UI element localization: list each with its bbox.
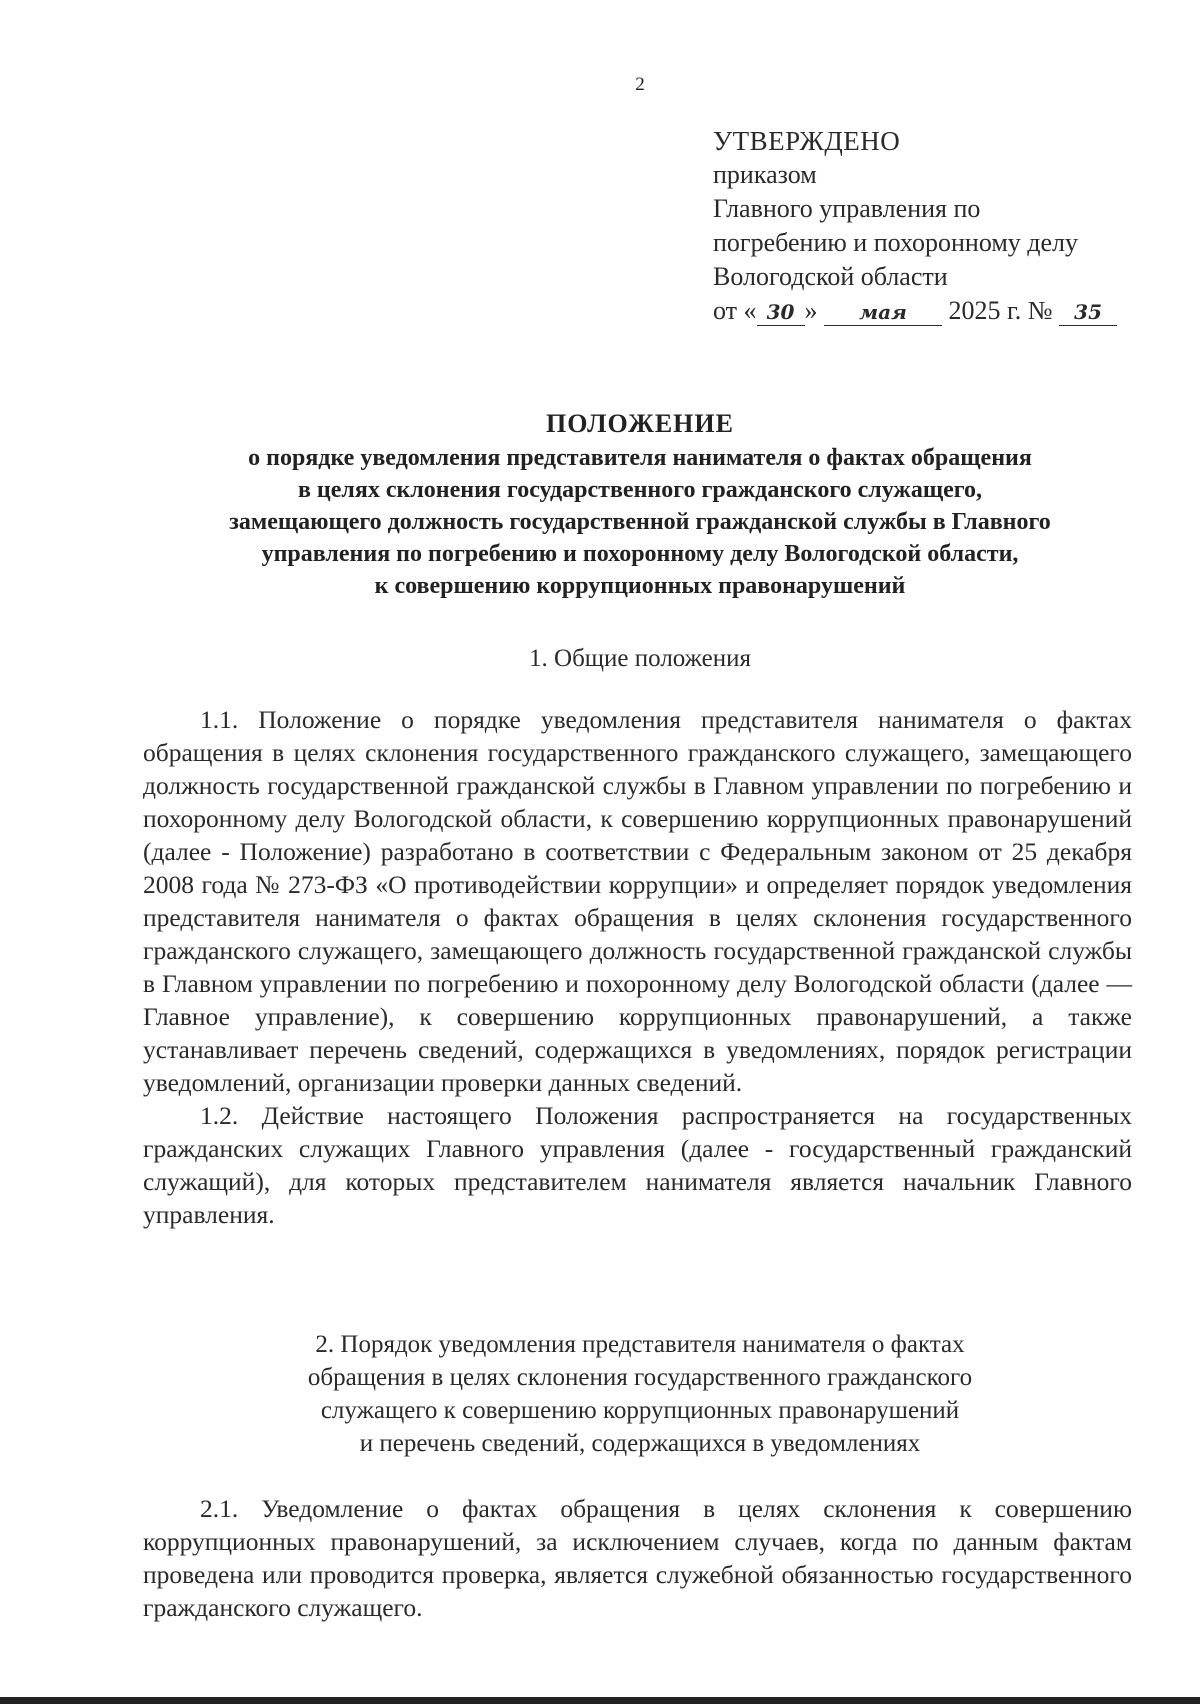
approval-heading: УТВЕРЖДЕНО xyxy=(713,126,901,156)
section-2-heading-line-2: обращения в целях склонения государственного гражданского xyxy=(307,1364,973,1391)
handwritten-day: 30 xyxy=(757,299,805,326)
date-year: 2025 г. № xyxy=(948,296,1053,325)
section-1-body xyxy=(143,703,1132,1231)
handwritten-order-number: 35 xyxy=(1059,299,1117,326)
handwritten-month: мая xyxy=(824,299,942,326)
section-2-heading xyxy=(140,1328,1140,1460)
section-2-heading-line-4: и перечень сведений, содержащихся в уведомлениях xyxy=(359,1430,921,1457)
approval-line-1: приказом xyxy=(713,160,817,189)
section-2-heading-line-3: служащего к совершению коррупционных правонарушений xyxy=(320,1397,960,1424)
title-line-3: замещающего должность государственной гражданской службы в Главного xyxy=(229,509,1051,535)
approval-date-line xyxy=(713,294,1117,328)
approval-stamp xyxy=(713,124,1117,328)
approval-line-2: Главного управления по xyxy=(713,194,981,223)
date-mid: » xyxy=(804,296,818,325)
paragraph-1-1: 1.1. Положение о порядке уведомления представителя нанимателя о фактах обращения в целях склонения государственного гражданского служащего, замещающего должность государственной гражданской службы в Главном управлении по погребению и похоронному делу Вологодской области, к совершению коррупционных правонарушений (далее - Положение) разработано в соответствии с Федеральным законом от 25 декабря 2008 года № 273-ФЗ «О противодействии коррупции» и определяет порядок уведомления представителя нанимателя о фактах обращения в целях склонения государственного гражданского служащего, замещающего должность государственной гражданской службы в Главном управлении по погребению и похоронному делу Вологодской области (далее — Главное управление), к совершению коррупционных правонарушений, а также устанавливает перечень сведений, содержащихся в уведомлениях, порядок регистрации уведомлений, организации проверки данных сведений. xyxy=(143,705,1132,1097)
paragraph-1-2: 1.2. Действие настоящего Положения распространяется на государственных гражданских служащих Главного управления (далее - государственный гражданский служащий), для которых представителем нанимателя является начальник Главного управления. xyxy=(143,1101,1132,1229)
title-line-2: в целях склонения государственного гражданского служащего, xyxy=(297,477,983,503)
page-number: 2 xyxy=(635,74,645,95)
paragraph-2-1: 2.1. Уведомление о фактах обращения в целях склонения к совершению коррупционных правонарушений, за исключением случаев, когда по данным фактам проведена или проводится проверка, является служебной обязанностью государственного гражданского служащего. xyxy=(143,1494,1132,1622)
document-title xyxy=(140,408,1140,602)
section-1-heading: 1. Общие положения xyxy=(529,645,751,672)
title-line-5: к совершению коррупционных правонарушений xyxy=(374,573,906,599)
title-line-4: управления по погребению и похоронному делу Вологодской области, xyxy=(261,541,1019,567)
title-main: ПОЛОЖЕНИЕ xyxy=(546,409,734,438)
approval-line-3: погребению и похоронному делу xyxy=(713,228,1079,257)
section-2-heading-line-1: 2. Порядок уведомления представителя нанимателя о фактах xyxy=(315,1331,965,1358)
title-line-1: о порядке уведомления представителя нанимателя о фактах обращения xyxy=(248,445,1032,471)
section-2-body xyxy=(143,1492,1132,1624)
scan-bottom-edge xyxy=(0,1697,1200,1704)
approval-line-4: Вологодской области xyxy=(713,262,948,291)
date-prefix: от « xyxy=(713,296,757,325)
